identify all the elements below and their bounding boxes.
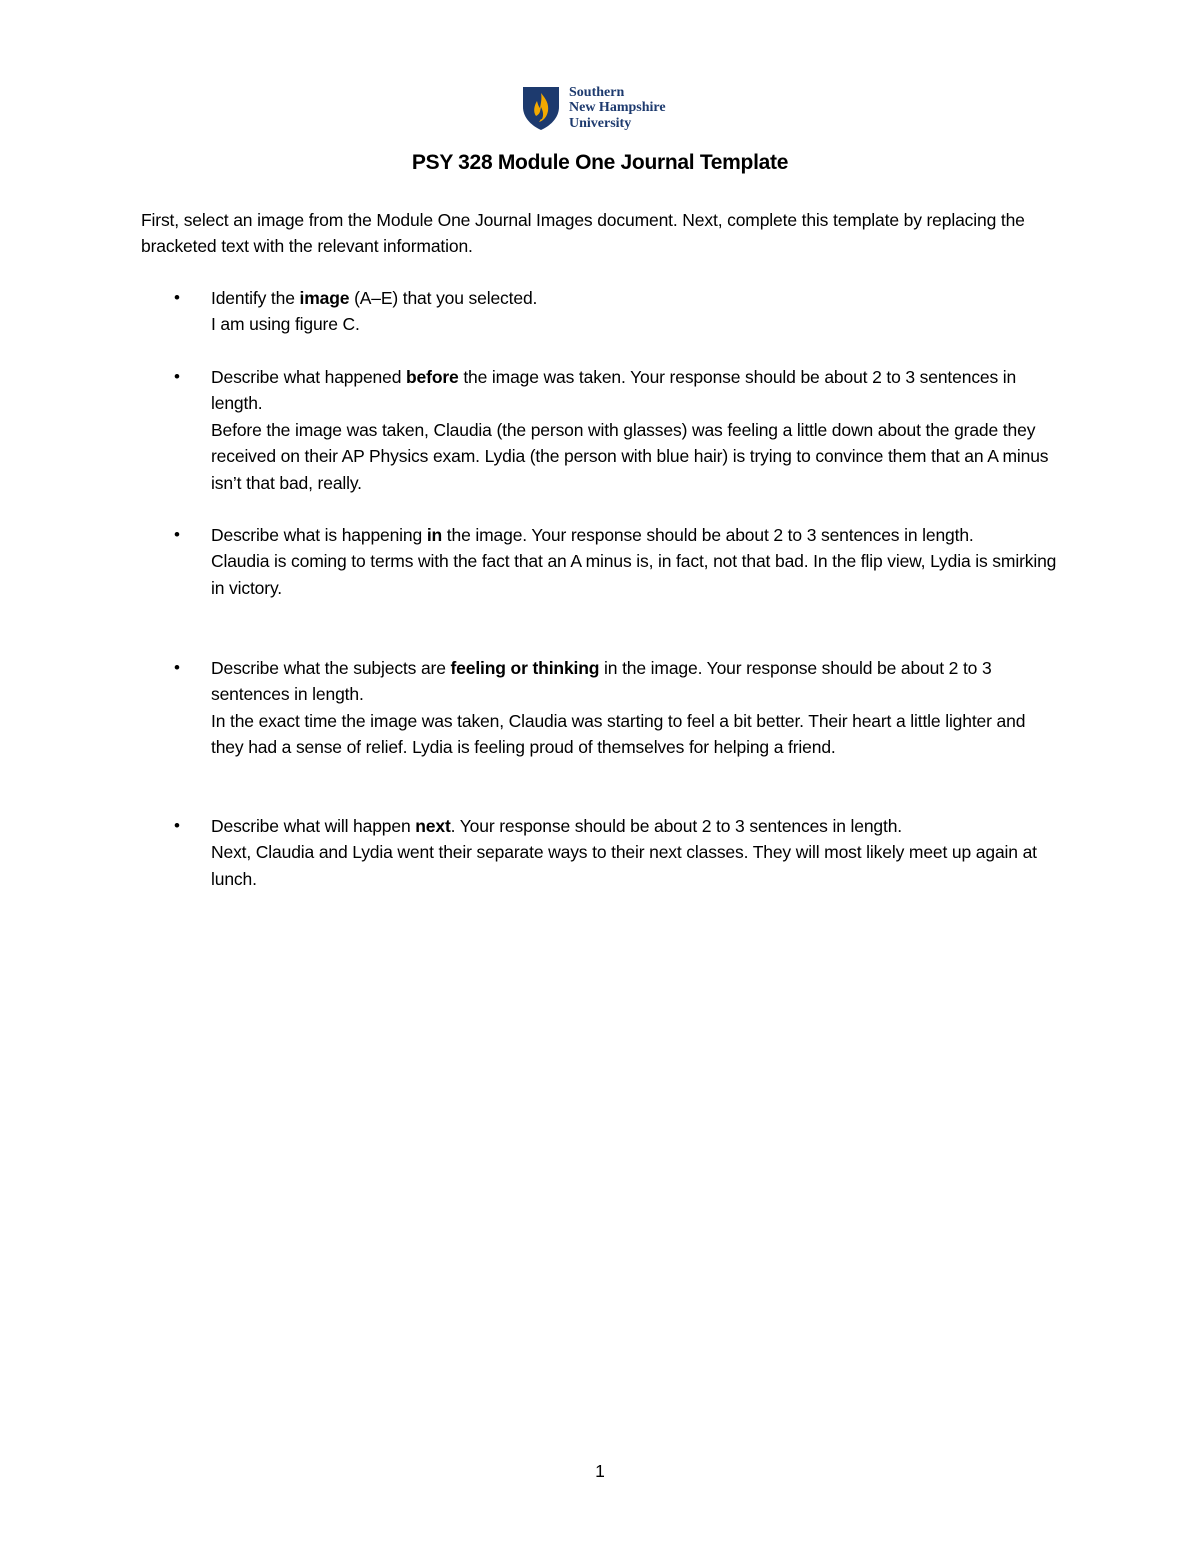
prompt-emphasis: before	[406, 367, 459, 387]
prompt-emphasis: image	[299, 288, 350, 308]
item-response: In the exact time the image was taken, Claudia was starting to feel a bit better. Their heart a little lighter and they had a sense of relief. Lydia is feeling proud of themselves for helping a friend.	[211, 710, 1026, 758]
prompt-text: Describe what will happen	[211, 816, 416, 836]
prompt-text: (A–E) that you selected.	[349, 288, 538, 308]
item-prompt	[211, 364, 1061, 417]
prompt-text: the image. Your response should be about 2 to 3 sentences in length.	[442, 525, 974, 545]
prompt-emphasis: next	[415, 816, 451, 836]
page-number: 1	[595, 1461, 605, 1481]
intro-paragraph: First, select an image from the Module One Journal Images document. Next, complete this template by replacing the bracketed text with the relevant information.	[141, 210, 1025, 257]
journal-item-in	[174, 522, 1061, 601]
snhu-shield-flame-icon	[521, 85, 561, 131]
item-prompt	[211, 655, 1061, 708]
item-response: Next, Claudia and Lydia went their separate ways to their next classes. They will most likely meet up again at lunch.	[211, 842, 1037, 889]
prompt-emphasis: in	[426, 525, 443, 545]
item-response: I am using figure C.	[211, 314, 360, 335]
bullet-icon: •	[174, 367, 180, 386]
journal-item-next	[174, 813, 1061, 892]
prompt-text: in the image. Your response should be about 2 to 3 sentences in length.	[211, 658, 992, 705]
logo-line-3: University	[569, 115, 632, 131]
prompt-text: . Your response should be about 2 to 3 sentences in length.	[450, 816, 903, 836]
item-response: Before the image was taken, Claudia (the person with glasses) was feeling a little down about the grade they received on their AP Physics exam. Lydia (the person with blue hair) is trying to convince them that an A minus isn’t that bad, really.	[211, 419, 1049, 493]
document-title: PSY 328 Module One Journal Template	[411, 151, 789, 174]
prompt-text: the image was taken. Your response should be about 2 to 3 sentences in length.	[211, 367, 1017, 414]
logo-wordmark	[569, 85, 666, 132]
journal-item-image	[174, 285, 1061, 338]
logo-line-1: Southern	[569, 84, 625, 100]
item-prompt	[211, 285, 1061, 311]
prompt-text: Describe what happened	[211, 367, 407, 387]
snhu-logo	[521, 84, 666, 132]
bullet-icon: •	[174, 525, 180, 544]
prompt-text: Identify the	[211, 288, 300, 308]
prompt-text: Describe what is happening	[211, 525, 427, 545]
bullet-icon: •	[174, 288, 180, 307]
item-response: Claudia is coming to terms with the fact that an A minus is, in fact, not that bad. In the flip view, Lydia is smirking in victory.	[211, 551, 1057, 598]
logo-line-2: New Hampshire	[569, 100, 666, 116]
prompt-text: Describe what the subjects are	[211, 658, 451, 678]
item-prompt	[211, 522, 1061, 548]
bullet-icon: •	[174, 816, 180, 835]
journal-item-feeling	[174, 655, 1061, 761]
journal-item-before	[174, 364, 1061, 496]
item-prompt	[211, 813, 1061, 839]
bullet-icon: •	[174, 658, 180, 677]
prompt-emphasis: feeling or thinking	[450, 658, 600, 678]
